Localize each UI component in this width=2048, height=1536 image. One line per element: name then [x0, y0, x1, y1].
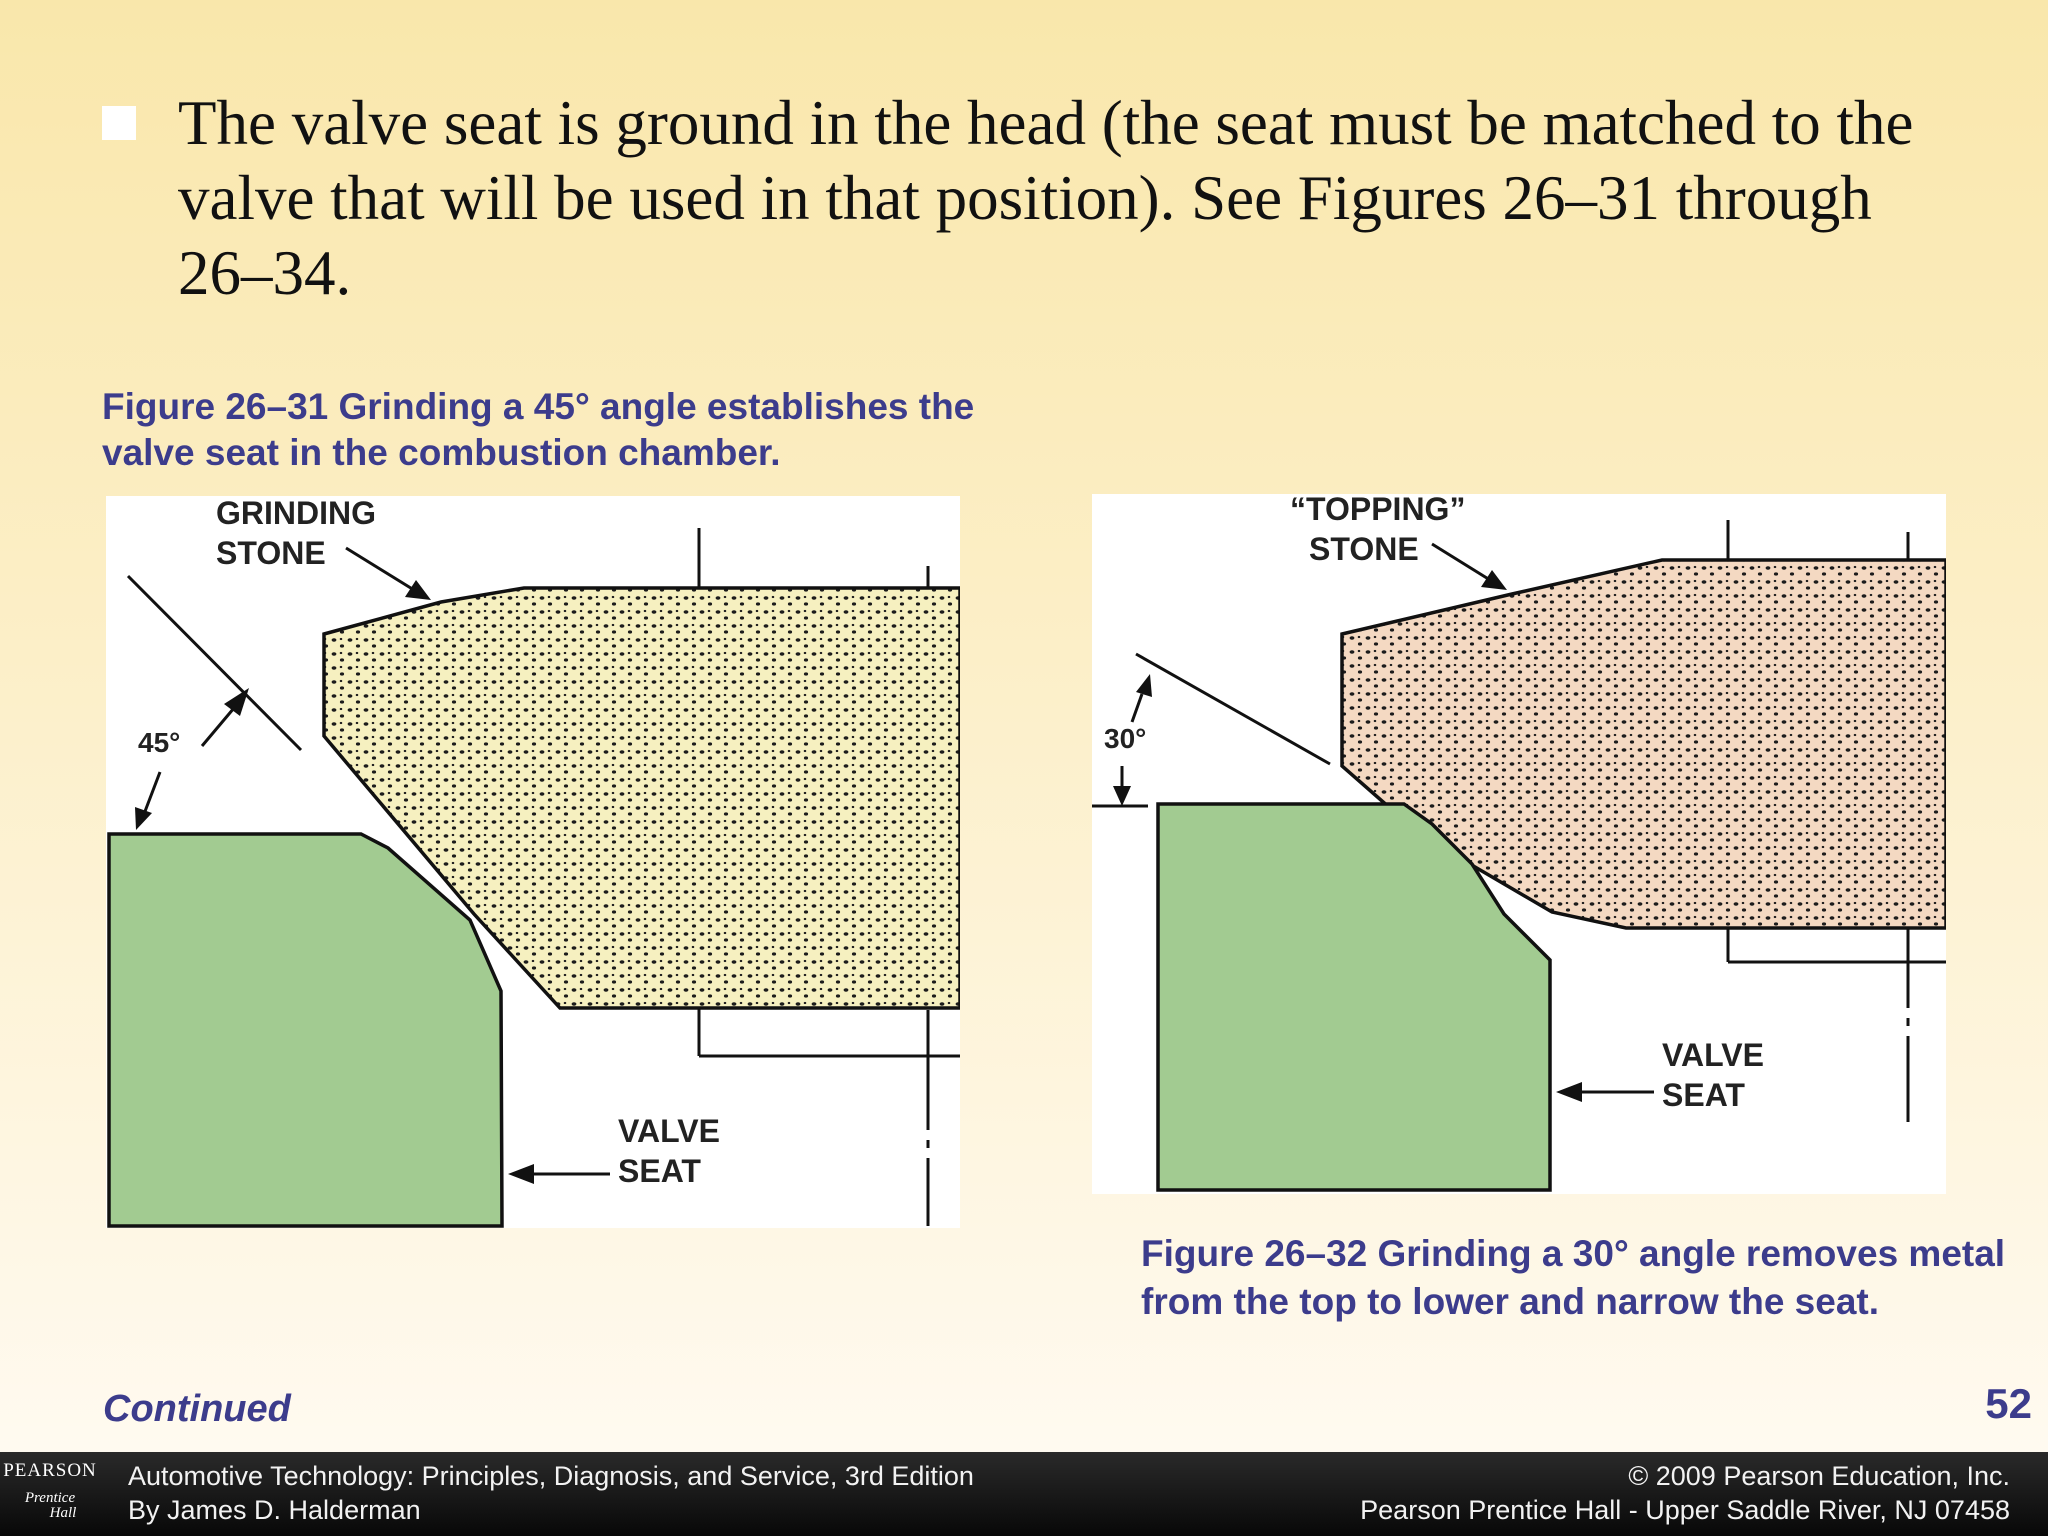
logo-prentice-text: Prentice [24, 1490, 76, 1506]
footer-publisher: Pearson Prentice Hall - Upper Saddle River, NJ 07458 [1360, 1495, 2010, 1525]
pearson-prentice-hall-logo [0, 1458, 100, 1536]
figure-26-32-diagram [1092, 494, 1946, 1194]
valve-label: VALVE [1662, 1037, 1764, 1073]
figure-26-31-diagram [106, 496, 960, 1228]
logo-hall-text: Hall [49, 1505, 77, 1521]
footer-copyright: © 2009 Pearson Education, Inc. [1628, 1461, 2010, 1491]
valve-label: VALVE [618, 1113, 720, 1149]
valve-seat-block [109, 834, 502, 1226]
figure-26-31-caption: Figure 26–31 Grinding a 45° angle establishes the valve seat in the combustion chamber. [102, 386, 975, 473]
bullet-text: The valve seat is ground in the head (the seat must be matched to the valve that will be used in that position). See Figures 26–31 through 26–34. [178, 88, 1914, 308]
bullet-square-icon [102, 106, 136, 140]
stone-label: STONE [1309, 531, 1419, 567]
grinding-label: GRINDING [216, 496, 376, 531]
seat-label: SEAT [1662, 1077, 1745, 1113]
continued-label: Continued [103, 1388, 291, 1430]
angle-45-label: 45° [138, 727, 181, 758]
footer-bar [0, 1452, 2048, 1536]
footer-book-title: Automotive Technology: Principles, Diagnosis, and Service, 3rd Edition [128, 1461, 974, 1491]
figure-26-32-caption: Figure 26–32 Grinding a 30° angle removes metal from the top to lower and narrow the seat. [1141, 1233, 2006, 1322]
angle-30-label: 30° [1104, 723, 1147, 754]
logo-pearson-text: PEARSON [3, 1460, 97, 1481]
page-number: 52 [1985, 1380, 2032, 1427]
stone-label: STONE [216, 535, 326, 571]
footer-author: By James D. Halderman [128, 1495, 421, 1525]
seat-label: SEAT [618, 1153, 701, 1189]
topping-label: “TOPPING” [1290, 494, 1466, 527]
